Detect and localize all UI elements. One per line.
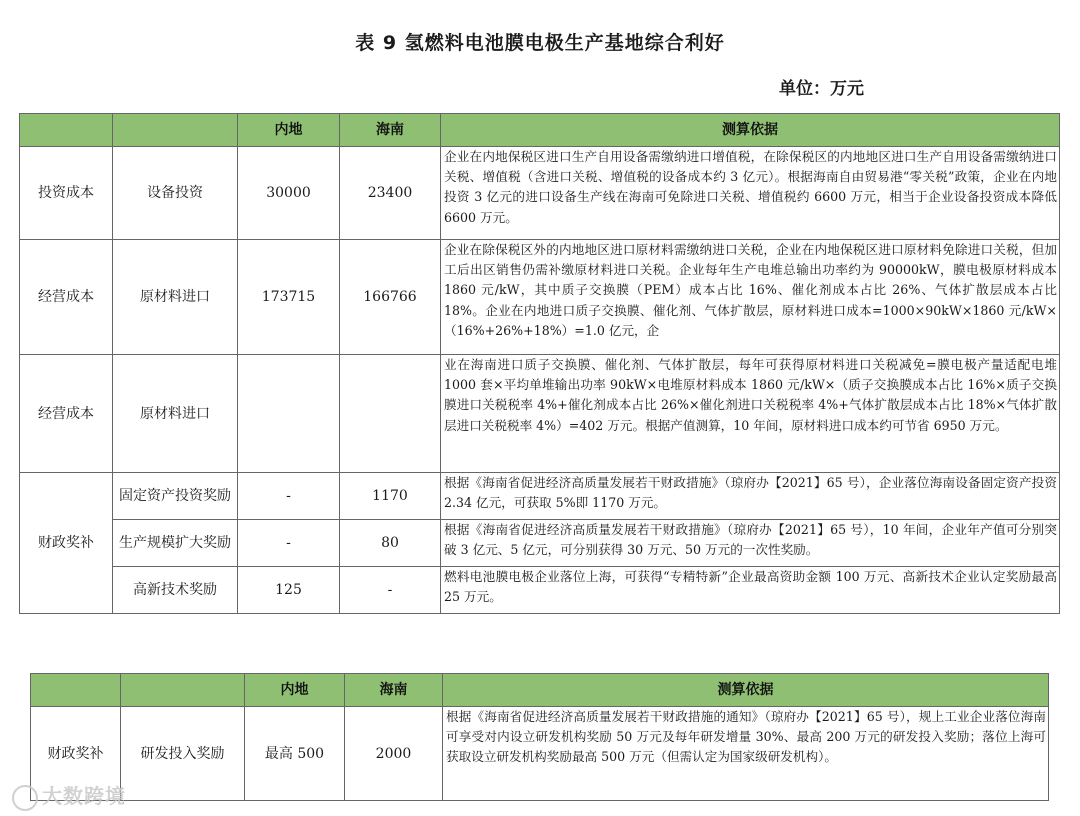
mainland-value: 173715 bbox=[238, 240, 340, 355]
header-basis: 测算依据 bbox=[443, 674, 1049, 707]
basis-cell: 根据《海南省促进经济高质量发展若干财政措施》（琼府办【2021】65 号），10 年间，企业年产值可分别突破 3 亿元、5 亿元，可分别获得 30 万元、50 万元的一次性奖励。 bbox=[441, 520, 1060, 567]
mainland-value: - bbox=[238, 473, 340, 520]
header-hainan: 海南 bbox=[340, 114, 441, 147]
watermark-text: 大数跨境 bbox=[42, 784, 126, 808]
mainland-value: - bbox=[238, 520, 340, 567]
table-row bbox=[20, 567, 1060, 614]
watermark bbox=[12, 780, 126, 811]
table-row bbox=[20, 473, 1060, 520]
mainland-value: 最高 500 bbox=[245, 707, 345, 801]
table-row bbox=[31, 707, 1049, 801]
table-row bbox=[20, 147, 1060, 240]
basis-cell: 根据《海南省促进经济高质量发展若干财政措施的通知》（琼府办【2021】65 号），规上工业企业落位海南可享受对内设立研发机构奖励 50 万元及每年研发增量 30%、最高 200 万元的研发投入奖励；落位上海可获取设立研发机构奖励最高 500 万元（但需认定为国家级研发机构）。 bbox=[443, 707, 1049, 801]
header-mainland: 内地 bbox=[238, 114, 340, 147]
table-header-row bbox=[31, 674, 1049, 707]
header-blank-2 bbox=[121, 674, 245, 707]
item-cell: 研发投入奖励 bbox=[121, 707, 245, 801]
hainan-value: 23400 bbox=[340, 147, 441, 240]
hainan-value: 2000 bbox=[345, 707, 443, 801]
item-cell: 高新技术奖励 bbox=[113, 567, 238, 614]
basis-cell: 根据《海南省促进经济高质量发展若干财政措施》（琼府办【2021】65 号），企业落位海南设备固定资产投资 2.34 亿元，可获取 5%即 1170 万元。 bbox=[441, 473, 1060, 520]
item-cell: 固定资产投资奖励 bbox=[113, 473, 238, 520]
header-mainland: 内地 bbox=[245, 674, 345, 707]
item-cell: 原材料进口 bbox=[113, 355, 238, 473]
category-cell: 财政奖补 bbox=[31, 707, 121, 801]
table-row bbox=[20, 520, 1060, 567]
mainland-value: 125 bbox=[238, 567, 340, 614]
rd-benefits-table bbox=[30, 673, 1049, 801]
hainan-value: - bbox=[340, 567, 441, 614]
basis-cell: 业在海南进口质子交换膜、催化剂、气体扩散层，每年可获得原材料进口关税减免=膜电极产量适配电堆 1000 套×平均单堆输出功率 90kW×电堆原材料成本 1860 元/kW×（质子交换膜成本占比 16%×质子交换膜进口关税税率 4%+催化剂成本占比 26%×催化剂进口关税税率 4%+气体扩散层成本占比 18%×气体扩散层进口关税税率 4%）=402 万元。根据产值测算，10 年间，原材料进口成本约可节省 6950 万元。 bbox=[441, 355, 1060, 473]
basis-cell: 燃料电池膜电极企业落位上海，可获得“专精特新”企业最高资助金额 100 万元、高新技术企业认定奖励最高 25 万元。 bbox=[441, 567, 1060, 614]
benefits-table bbox=[19, 113, 1060, 614]
item-cell: 设备投资 bbox=[113, 147, 238, 240]
hainan-value bbox=[340, 355, 441, 473]
watermark-logo-icon bbox=[12, 785, 38, 811]
category-cell: 财政奖补 bbox=[20, 473, 113, 614]
table-header-row bbox=[20, 114, 1060, 147]
header-hainan: 海南 bbox=[345, 674, 443, 707]
header-basis: 测算依据 bbox=[441, 114, 1060, 147]
header-blank-2 bbox=[113, 114, 238, 147]
header-blank-1 bbox=[31, 674, 121, 707]
item-cell: 原材料进口 bbox=[113, 240, 238, 355]
table-title: 表 9 氢燃料电池膜电极生产基地综合利好 bbox=[355, 32, 725, 54]
basis-cell: 企业在内地保税区进口生产自用设备需缴纳进口增值税，在除保税区的内地地区进口生产自用设备需缴纳进口关税、增值税（含进口关税、增值税的设备成本约 3 亿元）。根据海南自由贸易港“零关税”政策，企业在内地投资 3 亿元的进口设备生产线在海南可免除进口关税、增值税约 6600 万元，相当于企业设备投资成本降低 6600 万元。 bbox=[441, 147, 1060, 240]
hainan-value: 1170 bbox=[340, 473, 441, 520]
table-row bbox=[20, 240, 1060, 355]
mainland-value bbox=[238, 355, 340, 473]
hainan-value: 166766 bbox=[340, 240, 441, 355]
basis-cell: 企业在除保税区外的内地地区进口原材料需缴纳进口关税，企业在内地保税区进口原材料免除进口关税，但加工后出区销售仍需补缴原材料进口关税。企业每年生产电堆总输出功率约为 90000kW，膜电极原材料成本 1860 元/kW，其中质子交换膜（PEM）成本占比 16%、催化剂成本占比 26%、气体扩散层成本占比 18%。企业在内地进口质子交换膜、催化剂、气体扩散层，原材料进口成本=1000×90kW×1860 元/kW×（16%+26%+18%）=1.0 亿元，企 bbox=[441, 240, 1060, 355]
category-cell: 经营成本 bbox=[20, 240, 113, 355]
mainland-value: 30000 bbox=[238, 147, 340, 240]
unit-label: 单位：万元 bbox=[779, 79, 864, 99]
table-row bbox=[20, 355, 1060, 473]
category-cell: 经营成本 bbox=[20, 355, 113, 473]
item-cell: 生产规模扩大奖励 bbox=[113, 520, 238, 567]
category-cell: 投资成本 bbox=[20, 147, 113, 240]
header-blank-1 bbox=[20, 114, 113, 147]
hainan-value: 80 bbox=[340, 520, 441, 567]
